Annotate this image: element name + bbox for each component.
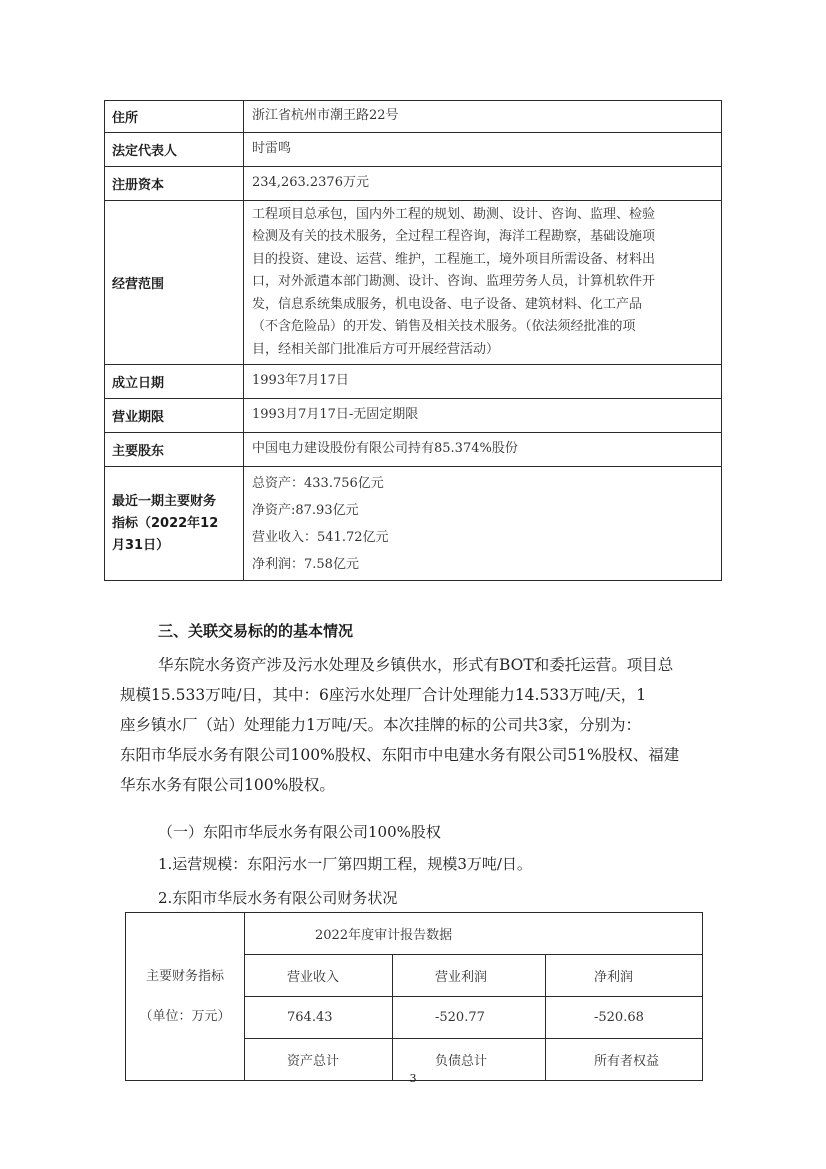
address-value: 浙江省杭州市潮王路22号	[244, 101, 722, 133]
financials-value	[244, 467, 722, 581]
col-total-assets: 资产总计	[245, 1039, 393, 1081]
financials-label	[105, 467, 244, 581]
section-paragraph	[120, 650, 720, 800]
term-label: 营业期限	[105, 399, 244, 433]
financials-label-line: 月31日）	[112, 537, 170, 553]
scope-line: 目的投资、建设、运营、维护，工程施工，境外项目所需设备、材料出	[252, 251, 656, 267]
scope-line: 目，经相关部门批准后方可开展经营活动）	[252, 341, 500, 357]
scope-line: 口，对外派遣本部门勘测、设计、咨询、监理劳务人员，计算机软件开	[252, 274, 656, 290]
legal-rep-label: 法定代表人	[105, 133, 244, 167]
financials-label-line: 最近一期主要财务	[112, 493, 217, 509]
val-operating-profit: -520.77	[393, 997, 546, 1039]
page-number: 3	[409, 1072, 417, 1085]
scope-value	[244, 201, 722, 365]
scope-label: 经营范围	[105, 201, 244, 365]
subsection-heading: （一）东阳市华辰水务有限公司100%股权	[158, 823, 441, 841]
financials-label-line: 指标（2022年12	[112, 515, 219, 531]
val-net-profit: -520.68	[546, 997, 703, 1039]
scope-line: （不含危险品）的开发、销售及相关技术服务。（依法须经批准的项	[252, 319, 636, 335]
revenue: 营业收入：541.72亿元	[252, 529, 389, 545]
shareholder-label: 主要股东	[105, 433, 244, 467]
paragraph-line: 华东水务有限公司100%股权。	[120, 776, 335, 794]
col-operating-profit: 营业利润	[393, 955, 546, 997]
scope-line: 工程项目总承包，国内外工程的规划、勘测、设计、咨询、监理、检验	[252, 206, 656, 222]
col-owners-equity: 所有者权益	[546, 1039, 703, 1081]
net-profit: 净利润：7.58亿元	[252, 556, 359, 572]
paragraph-line: 华东院水务资产涉及污水处理及乡镇供水，形式有BOT和委托运营。项目总	[158, 656, 674, 674]
paragraph-line: 规模15.533万吨/日，其中：6座污水处理厂合计处理能力14.533万吨/天，1	[120, 686, 647, 704]
address-label: 住所	[105, 101, 244, 133]
financial-status-title: 2.东阳市华辰水务有限公司财务状况	[158, 889, 398, 907]
row-label-line: 主要财务指标	[145, 968, 224, 984]
capital-label: 注册资本	[105, 167, 244, 201]
row-label-line: （单位：万元）	[139, 1008, 231, 1024]
operation-scale: 1.运营规模：东阳污水一厂第四期工程，规模3万吨/日。	[158, 855, 532, 873]
financial-table	[125, 912, 703, 1081]
paragraph-line: 东阳市华辰水务有限公司100%股权、东阳市中电建水务有限公司51%股权、福建	[120, 746, 680, 764]
company-info-table	[104, 100, 722, 581]
established-value: 1993年7月17日	[244, 365, 722, 399]
net-assets: 净资产:87.93亿元	[252, 502, 359, 518]
shareholder-value: 中国电力建设股份有限公司持有85.374%股份	[244, 433, 722, 467]
scope-line: 检测及有关的技术服务，全过程工程咨询，海洋工程勘察，基础设施项	[252, 229, 656, 245]
row-label	[126, 913, 245, 1081]
table-header: 2022年度审计报告数据	[245, 913, 703, 955]
capital-value: 234,263.2376万元	[244, 167, 722, 201]
total-assets: 总资产：433.756亿元	[252, 475, 384, 491]
scope-line: 发，信息系统集成服务，机电设备、电子设备、建筑材料、化工产品	[252, 296, 643, 312]
established-label: 成立日期	[105, 365, 244, 399]
col-revenue: 营业收入	[245, 955, 393, 997]
legal-rep-value: 时雷鸣	[244, 133, 722, 167]
paragraph-line: 座乡镇水厂（站）处理能力1万吨/天。本次挂牌的标的公司共3家，分别为：	[120, 716, 641, 734]
section-heading: 三、关联交易标的的基本情况	[158, 622, 354, 640]
term-value: 1993月7月17日-无固定期限	[244, 399, 722, 433]
col-total-liabilities: 负债总计	[393, 1039, 546, 1081]
val-revenue: 764.43	[245, 997, 393, 1039]
col-net-profit: 净利润	[546, 955, 703, 997]
